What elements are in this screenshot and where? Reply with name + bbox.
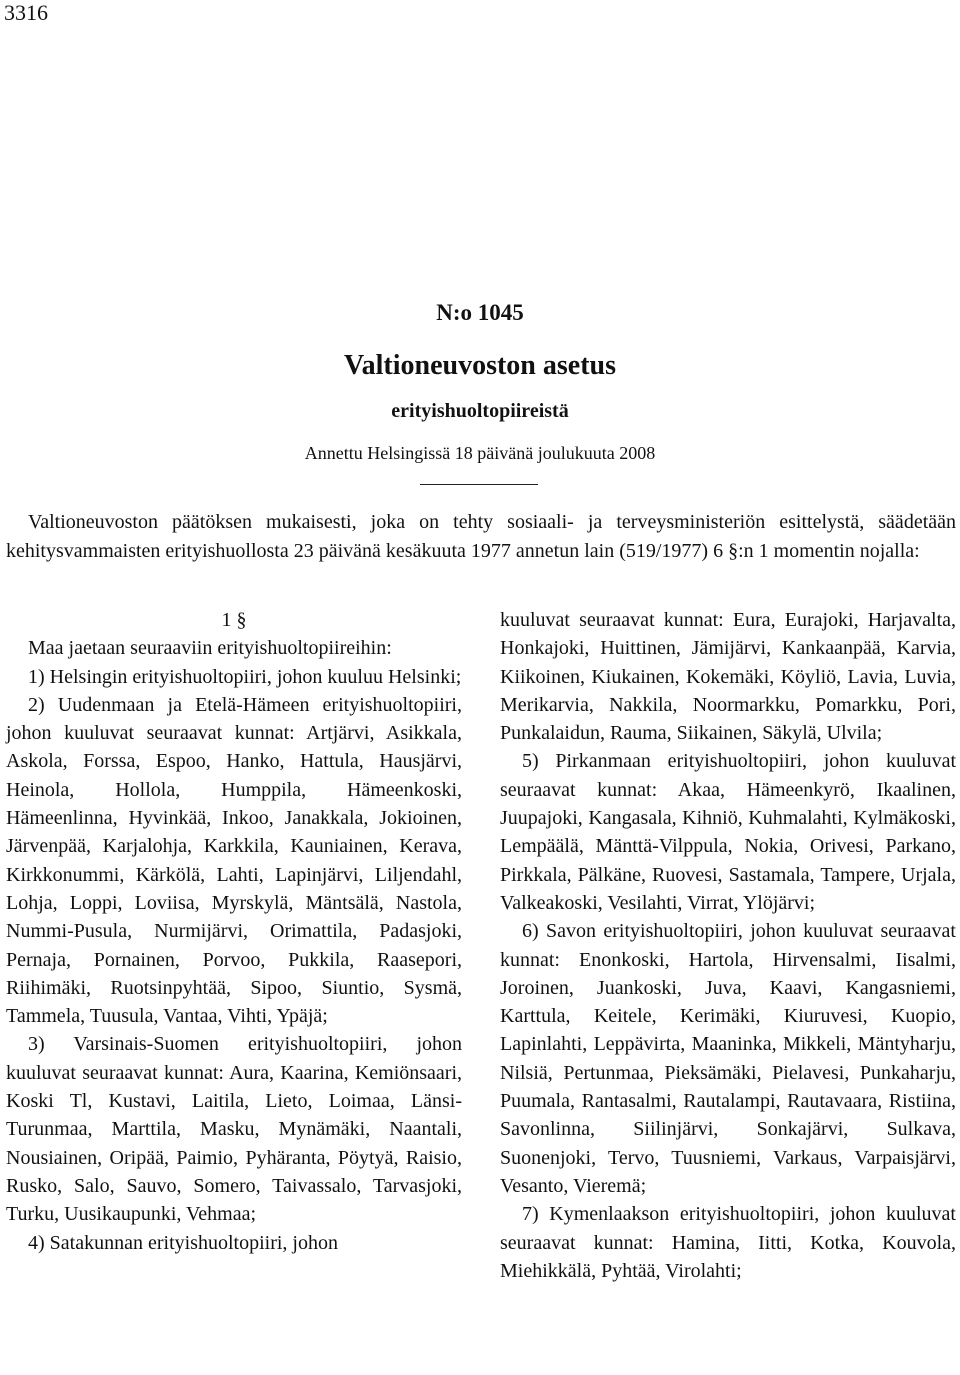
section-intro: Maa jaetaan seuraaviin erityishuoltopiireihin: (28, 637, 392, 660)
section-heading: 1 § (221, 609, 247, 631)
list-item: 3) Varsinais-Suomen erityishuoltopiiri, johon kuuluvat seuraavat kunnat: Aura, Kaarina, Kemiönsaari, Koski Tl, Kustavi, Laitila, Lieto, Loimaa, Länsi-Turunmaa, Marttila, Masku, Mynämäki, Naantali, Nousiainen, Oripää, Paimio, Pyhäranta, Pöytyä, Raisio, Rusko, Salo, Sauvo, Somero, Taivassalo, Tarvasjoki, Turku, Uusikaupunki, Vehmaa; (6, 1033, 462, 1226)
document-subtitle: erityishuoltopiireistä (391, 400, 569, 422)
list-item-continuation: kuuluvat seuraavat kunnat: Eura, Eurajoki, Harjavalta, Honkajoki, Huittinen, Jämijärvi, Kankaanpää, Karvia, Kiikoinen, Kiukainen, Kokemäki, Köyliö, Lavia, Luvia, Merikarvia, Nakkila, Noormarkku, Pomarkku, Pori, Punkalaidun, Rauma, Siikainen, Säkylä, Ulvila; (500, 609, 956, 745)
document-title: Valtioneuvoston asetus (343, 350, 616, 381)
document-number: N:o 1045 (436, 300, 524, 325)
list-item: 6) Savon erityishuoltopiiri, johon kuuluvat seuraavat kunnat: Enonkoski, Hartola, Hirvensalmi, Iisalmi, Joroinen, Juankoski, Juva, Kaavi, Kangasniemi, Karttula, Keitele, Kerimäki, Kiuruvesi, Kuopio, Lapinlahti, Leppävirta, Maaninka, Mikkeli, Mäntyharju, Nilsiä, Pertunmaa, Pieksämäki, Pielavesi, Punkaharju, Puumala, Rantasalmi, Rautalampi, Rautavaara, Ristiina, Savonlinna, Siilinjärvi, Sonkajärvi, Sulkava, Suonenjoki, Tervo, Tuusniemi, Varkaus, Varpaisjärvi, Vesanto, Vieremä; (500, 920, 956, 1197)
issued-date: Annettu Helsingissä 18 päivänä joulukuuta 2008 (304, 443, 656, 463)
header-divider (420, 484, 538, 485)
page-number: 3316 (4, 0, 48, 25)
list-item: 4) Satakunnan erityishuoltopiiri, johon (28, 1231, 338, 1254)
left-column (6, 606, 462, 1257)
list-item: 1) Helsingin erityishuoltopiiri, johon kuuluu Helsinki; (28, 665, 462, 688)
list-item: 2) Uudenmaan ja Etelä-Hämeen erityishuoltopiiri, johon kuuluvat seuraavat kunnat: Artjärvi, Asikkala, Askola, Forssa, Espoo, Hanko, Hattula, Hausjärvi, Heinola, Hollola, Humppila, Hämeenkoski, Hämeenlinna, Hyvinkää, Inkoo, Janakkala, Jokioinen, Järvenpää, Karjalohja, Karkkila, Kauniainen, Kerava, Kirkkonummi, Kärkölä, Lahti, Lapinjärvi, Liljendahl, Lohja, Loppi, Loviisa, Myrskylä, Mäntsälä, Nastola, Nummi-Pusula, Nurmijärvi, Orimattila, Padasjoki, Pernaja, Pornainen, Porvoo, Pukkila, Raasepori, Riihimäki, Ruotsinpyhtää, Sipoo, Siuntio, Sysmä, Tammela, Tuusula, Vantaa, Vihti, Ypäjä; (6, 693, 462, 1028)
list-item: 7) Kymenlaakson erityishuoltopiiri, johon kuuluvat seuraavat kunnat: Hamina, Iitti, Kotka, Kouvola, Miehikkälä, Pyhtää, Virolahti; (500, 1203, 956, 1282)
right-column (500, 606, 956, 1285)
list-item: 5) Pirkanmaan erityishuoltopiiri, johon kuuluvat seuraavat kunnat: Akaa, Hämeenkyrö, Ikaalinen, Juupajoki, Kangasala, Kihniö, Kuhmalahti, Kylmäkoski, Lempäälä, Mänttä-Vilppula, Nokia, Orivesi, Parkano, Pirkkala, Pälkäne, Ruovesi, Sastamala, Tampere, Urjala, Valkeakoski, Vesilahti, Virrat, Ylöjärvi; (500, 750, 956, 914)
preamble: Valtioneuvoston päätöksen mukaisesti, joka on tehty sosiaali- ja terveysministeriön esittelystä, säädetään kehitysvammaisten erityishuollosta 23 päivänä kesäkuuta 1977 annetun lain (519/1977) 6 §:n 1 momentin nojalla: (6, 511, 956, 562)
